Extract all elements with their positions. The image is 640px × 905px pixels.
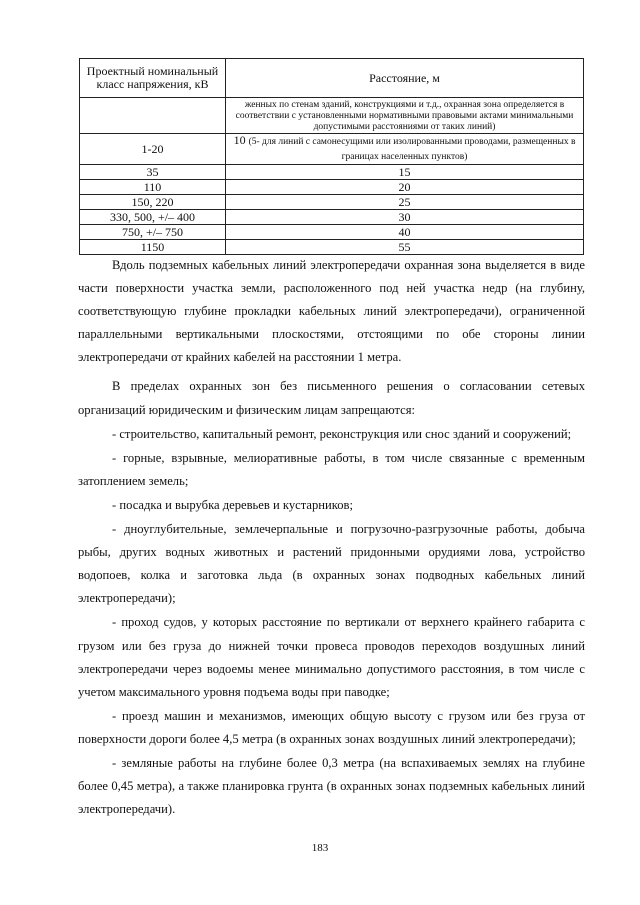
table-row <box>80 180 584 195</box>
distance-value: 10 <box>233 133 246 147</box>
table-row <box>80 240 584 255</box>
table-cell-voltage: 330, 500, +/– 400 <box>80 210 226 225</box>
table-cell-voltage: 150, 220 <box>80 195 226 210</box>
body-text <box>78 254 585 822</box>
table-header-row <box>80 59 584 98</box>
table-cell-distance: 30 <box>226 210 584 225</box>
table-row <box>80 195 584 210</box>
list-item-mining-works: - горные, взрывные, мелиоративные работы, в том числе связанные с временным затоплением земель; <box>78 450 585 488</box>
table-cell-voltage: 1-20 <box>80 134 226 165</box>
page-number: 183 <box>311 842 329 854</box>
table-row <box>80 165 584 180</box>
table-cell-voltage: 35 <box>80 165 226 180</box>
table-row <box>80 225 584 240</box>
header-distance: Расстояние, м <box>226 59 584 98</box>
table-cell-distance <box>226 134 584 165</box>
list-item-earthworks: - земляные работы на глубине более 0,3 метра (на вспахиваемых землях на глубине более 0,45 метра), а также планировка грунта (в охранных зонах подземных кабельных линий электропередачи). <box>78 755 585 817</box>
list-item-ship-passage: - проход судов, у которых расстояние по вертикали от верхнего крайнего габарита с грузом или без груза до нижней точки провеса проводов переходов воздушных линий электропередачи через водоемы менее минимально допустимого расстояния, в том числе с учетом максимального уровня подъема воды при паводке; <box>78 615 585 699</box>
table-cell-voltage: 110 <box>80 180 226 195</box>
list-item-vehicle-passage: - проезд машин и механизмов, имеющих общую высоту с грузом или без груза от поверхности дороги более 4,5 метра (в охранных зонах воздушных линий электропередачи); <box>78 708 585 746</box>
table-cell-distance: 20 <box>226 180 584 195</box>
table-cell-continuation <box>226 98 584 134</box>
table-row-continuation <box>80 98 584 134</box>
header-voltage-class: Проектный номинальный класс напряжения, кВ <box>80 59 226 98</box>
table-cell-empty <box>80 98 226 134</box>
list-item-dredging: - дноуглубительные, землечерпальные и погрузочно-разгрузочные работы, добыча рыбы, других водных животных и растений придонными орудиями лова, устройство водопоев, колка и заготовка льда (в охранных зонах подводных кабельных линий электропередачи); <box>78 522 585 606</box>
continuation-text: женных по стенам зданий, конструкциями и т.д., охранная зона определяется в соответствии с установленными нормативными правовыми актами минимальными допустимыми расстояниями от таких линий) <box>235 100 574 132</box>
list-item-construction: - строительство, капитальный ремонт, реконструкция или снос зданий и сооружений; <box>112 426 572 441</box>
paragraph-underground-cable-zone: Вдоль подземных кабельных линий электропередачи охранная зона выделяется в виде части поверхности участка земли, расположенного под ней участка недр (на глубину, соответствующую глубине прокладки кабельных линий электропередачи), ограниченной параллельными вертикальными плоскостями, отстоящими по обе стороны линии электропередачи от крайних кабелей на расстоянии 1 метра. <box>78 258 585 365</box>
table-cell-distance: 15 <box>226 165 584 180</box>
table-row <box>80 134 584 165</box>
table-cell-distance: 40 <box>226 225 584 240</box>
table-cell-voltage: 750, +/– 750 <box>80 225 226 240</box>
table-cell-voltage: 1150 <box>80 240 226 255</box>
paragraph-prohibitions-intro: В пределах охранных зон без письменного решения о согласовании сетевых организаций юридическим и физическим лицам запрещаются: <box>78 379 585 417</box>
table-cell-distance: 25 <box>226 195 584 210</box>
list-item-tree-planting: - посадка и вырубка деревьев и кустарников; <box>112 497 353 512</box>
distance-note: (5- для линий с самонесущими или изолированными проводами, размещенных в границах населенных пунктов) <box>248 137 576 162</box>
distance-table <box>79 58 584 255</box>
table-cell-distance: 55 <box>226 240 584 255</box>
table-row <box>80 210 584 225</box>
